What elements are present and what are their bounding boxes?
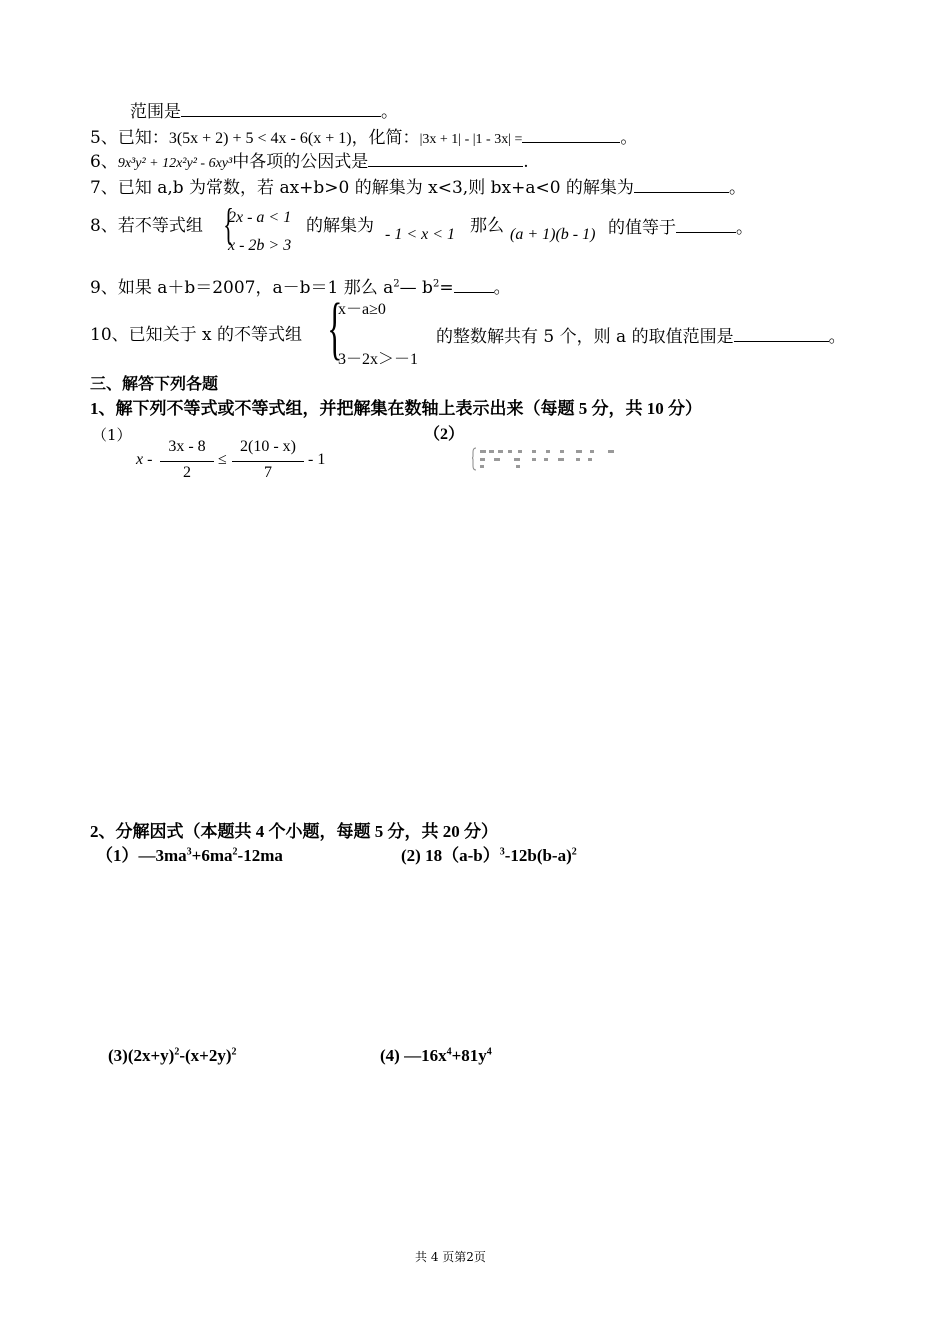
relation-sign: ≤: [218, 451, 227, 468]
problem-1-title: [90, 399, 702, 419]
exponent: 2: [232, 846, 238, 858]
expression-part: (2) 18（a-b）: [401, 846, 500, 865]
question-10-rest: [436, 325, 846, 347]
exponent: 2: [393, 278, 400, 290]
fraction-denominator: 7: [264, 464, 272, 481]
question-number: 5、已知：: [90, 128, 169, 148]
question-text: 7、已知 a,b 为常数，若 ax+b>0 的解集为 x<3,则 bx+a<0 的解集为: [90, 178, 634, 198]
question-text: 那么: [470, 216, 504, 236]
brace-icon: {: [223, 200, 234, 249]
sub-label-2: （2）: [424, 426, 465, 443]
sub-label-1: （1）: [92, 426, 132, 444]
problem-1-text: 1、解下列不等式或不等式组，并把解集在数轴上表示出来（每题 5 分，共 10 分）: [90, 399, 702, 418]
period: 。: [381, 102, 398, 122]
factor-problem-2: [401, 846, 577, 866]
section-title: 三、解答下列各题: [90, 376, 219, 393]
system-line-2: 3－2x＞－1: [338, 351, 419, 368]
factor-problem-1: [96, 846, 283, 866]
exponent: 3: [499, 846, 505, 858]
expression-part: +81y: [451, 1046, 487, 1065]
question-9: [90, 276, 511, 298]
factor-problem-3: [108, 1046, 237, 1066]
exponent: 4: [486, 1046, 492, 1058]
brace-icon: {: [327, 290, 343, 367]
fraction-bar: [232, 461, 304, 462]
expression-part: (4) —16x: [380, 1046, 447, 1065]
polynomial-expression: 9x³y² + 12x²y² - 6xy³: [117, 156, 233, 171]
answer-blank: [454, 276, 494, 293]
fraction-denominator: 2: [183, 464, 191, 481]
answer-blank: [734, 325, 829, 342]
question-text: 的整数解共有 5 个，则 a 的取值范围是: [436, 327, 734, 347]
page-footer: 共 4 页第2页: [415, 1250, 486, 1264]
period: 。: [620, 128, 638, 148]
fraction-numerator: 2(10 - x): [240, 438, 296, 455]
exponent: 2: [432, 278, 440, 290]
exponent: 2: [174, 1046, 180, 1058]
question-8-tail: [470, 216, 504, 236]
expression-part: -12b(b-a): [504, 846, 572, 865]
exponent: 2: [231, 1046, 237, 1058]
question-10-label: [90, 325, 302, 345]
exponent: 3: [186, 846, 192, 858]
question-text: 中各项的公因式是: [232, 152, 369, 172]
answer-blank: [522, 126, 620, 143]
exponent: 4: [446, 1046, 452, 1058]
question-5: [90, 126, 637, 150]
inequality-tail: - 1: [308, 451, 326, 468]
fraction-bar: [160, 461, 214, 462]
question-text: — b: [399, 278, 433, 298]
problem-2-title: 2、分解因式（本题共 4 个小题，每题 5 分，共 20 分）: [90, 822, 498, 841]
question-number: 6、: [90, 152, 118, 172]
period: 。: [728, 178, 746, 198]
period: 。: [828, 327, 846, 347]
answer-blank: [676, 216, 736, 233]
answer-blank: [181, 100, 381, 117]
question-text: 10、已知关于 x 的不等式组: [90, 325, 303, 345]
fraction-numerator: 3x - 8: [168, 438, 206, 455]
inequality-lhs: x -: [136, 451, 153, 468]
expression-part: -12ma: [237, 846, 283, 865]
period: 。: [493, 278, 511, 298]
question-8-end: [608, 216, 753, 238]
question-text: 的值等于: [608, 218, 676, 238]
absolute-value-expression: |3x + 1| - |1 - 3x| =: [419, 132, 523, 147]
question-text: 9、如果 a＋b＝2007，a－b＝1 那么 a: [90, 278, 394, 298]
system-line-1: 2x - a < 1: [228, 209, 292, 226]
question-8-rest: [306, 216, 374, 236]
system-line-2: x - 2b > 3: [228, 237, 292, 254]
question-text: 的解集为: [306, 216, 374, 236]
product-expression: (a + 1)(b - 1): [510, 226, 596, 243]
range-label: 范围是: [130, 102, 181, 122]
solution-set: - 1 < x < 1: [385, 226, 456, 243]
equals-sign: =: [439, 278, 454, 298]
question-8-label: [90, 216, 203, 236]
expression-part: -(x+2y): [179, 1046, 232, 1065]
question-text: ，化简：: [351, 128, 420, 148]
question-7: [90, 176, 746, 198]
answer-blank: [368, 150, 523, 167]
inequality-expression: 3(5x + 2) + 5 < 4x - 6(x + 1): [168, 130, 352, 147]
period: 。: [736, 218, 753, 238]
answer-blank: [634, 176, 729, 193]
expression-part: (3)(2x+y): [108, 1046, 175, 1065]
system-line-1: x－a≥0: [338, 301, 386, 318]
inequality-system-image: [472, 444, 624, 472]
factor-problem-4: [380, 1046, 492, 1066]
expression-part: （1）—3ma: [96, 846, 187, 865]
period: .: [523, 152, 529, 172]
exponent: 2: [571, 846, 577, 858]
question-text: 8、若不等式组: [90, 216, 203, 236]
range-line: [130, 100, 398, 122]
expression-part: +6ma: [191, 846, 233, 865]
question-6: [90, 150, 529, 174]
